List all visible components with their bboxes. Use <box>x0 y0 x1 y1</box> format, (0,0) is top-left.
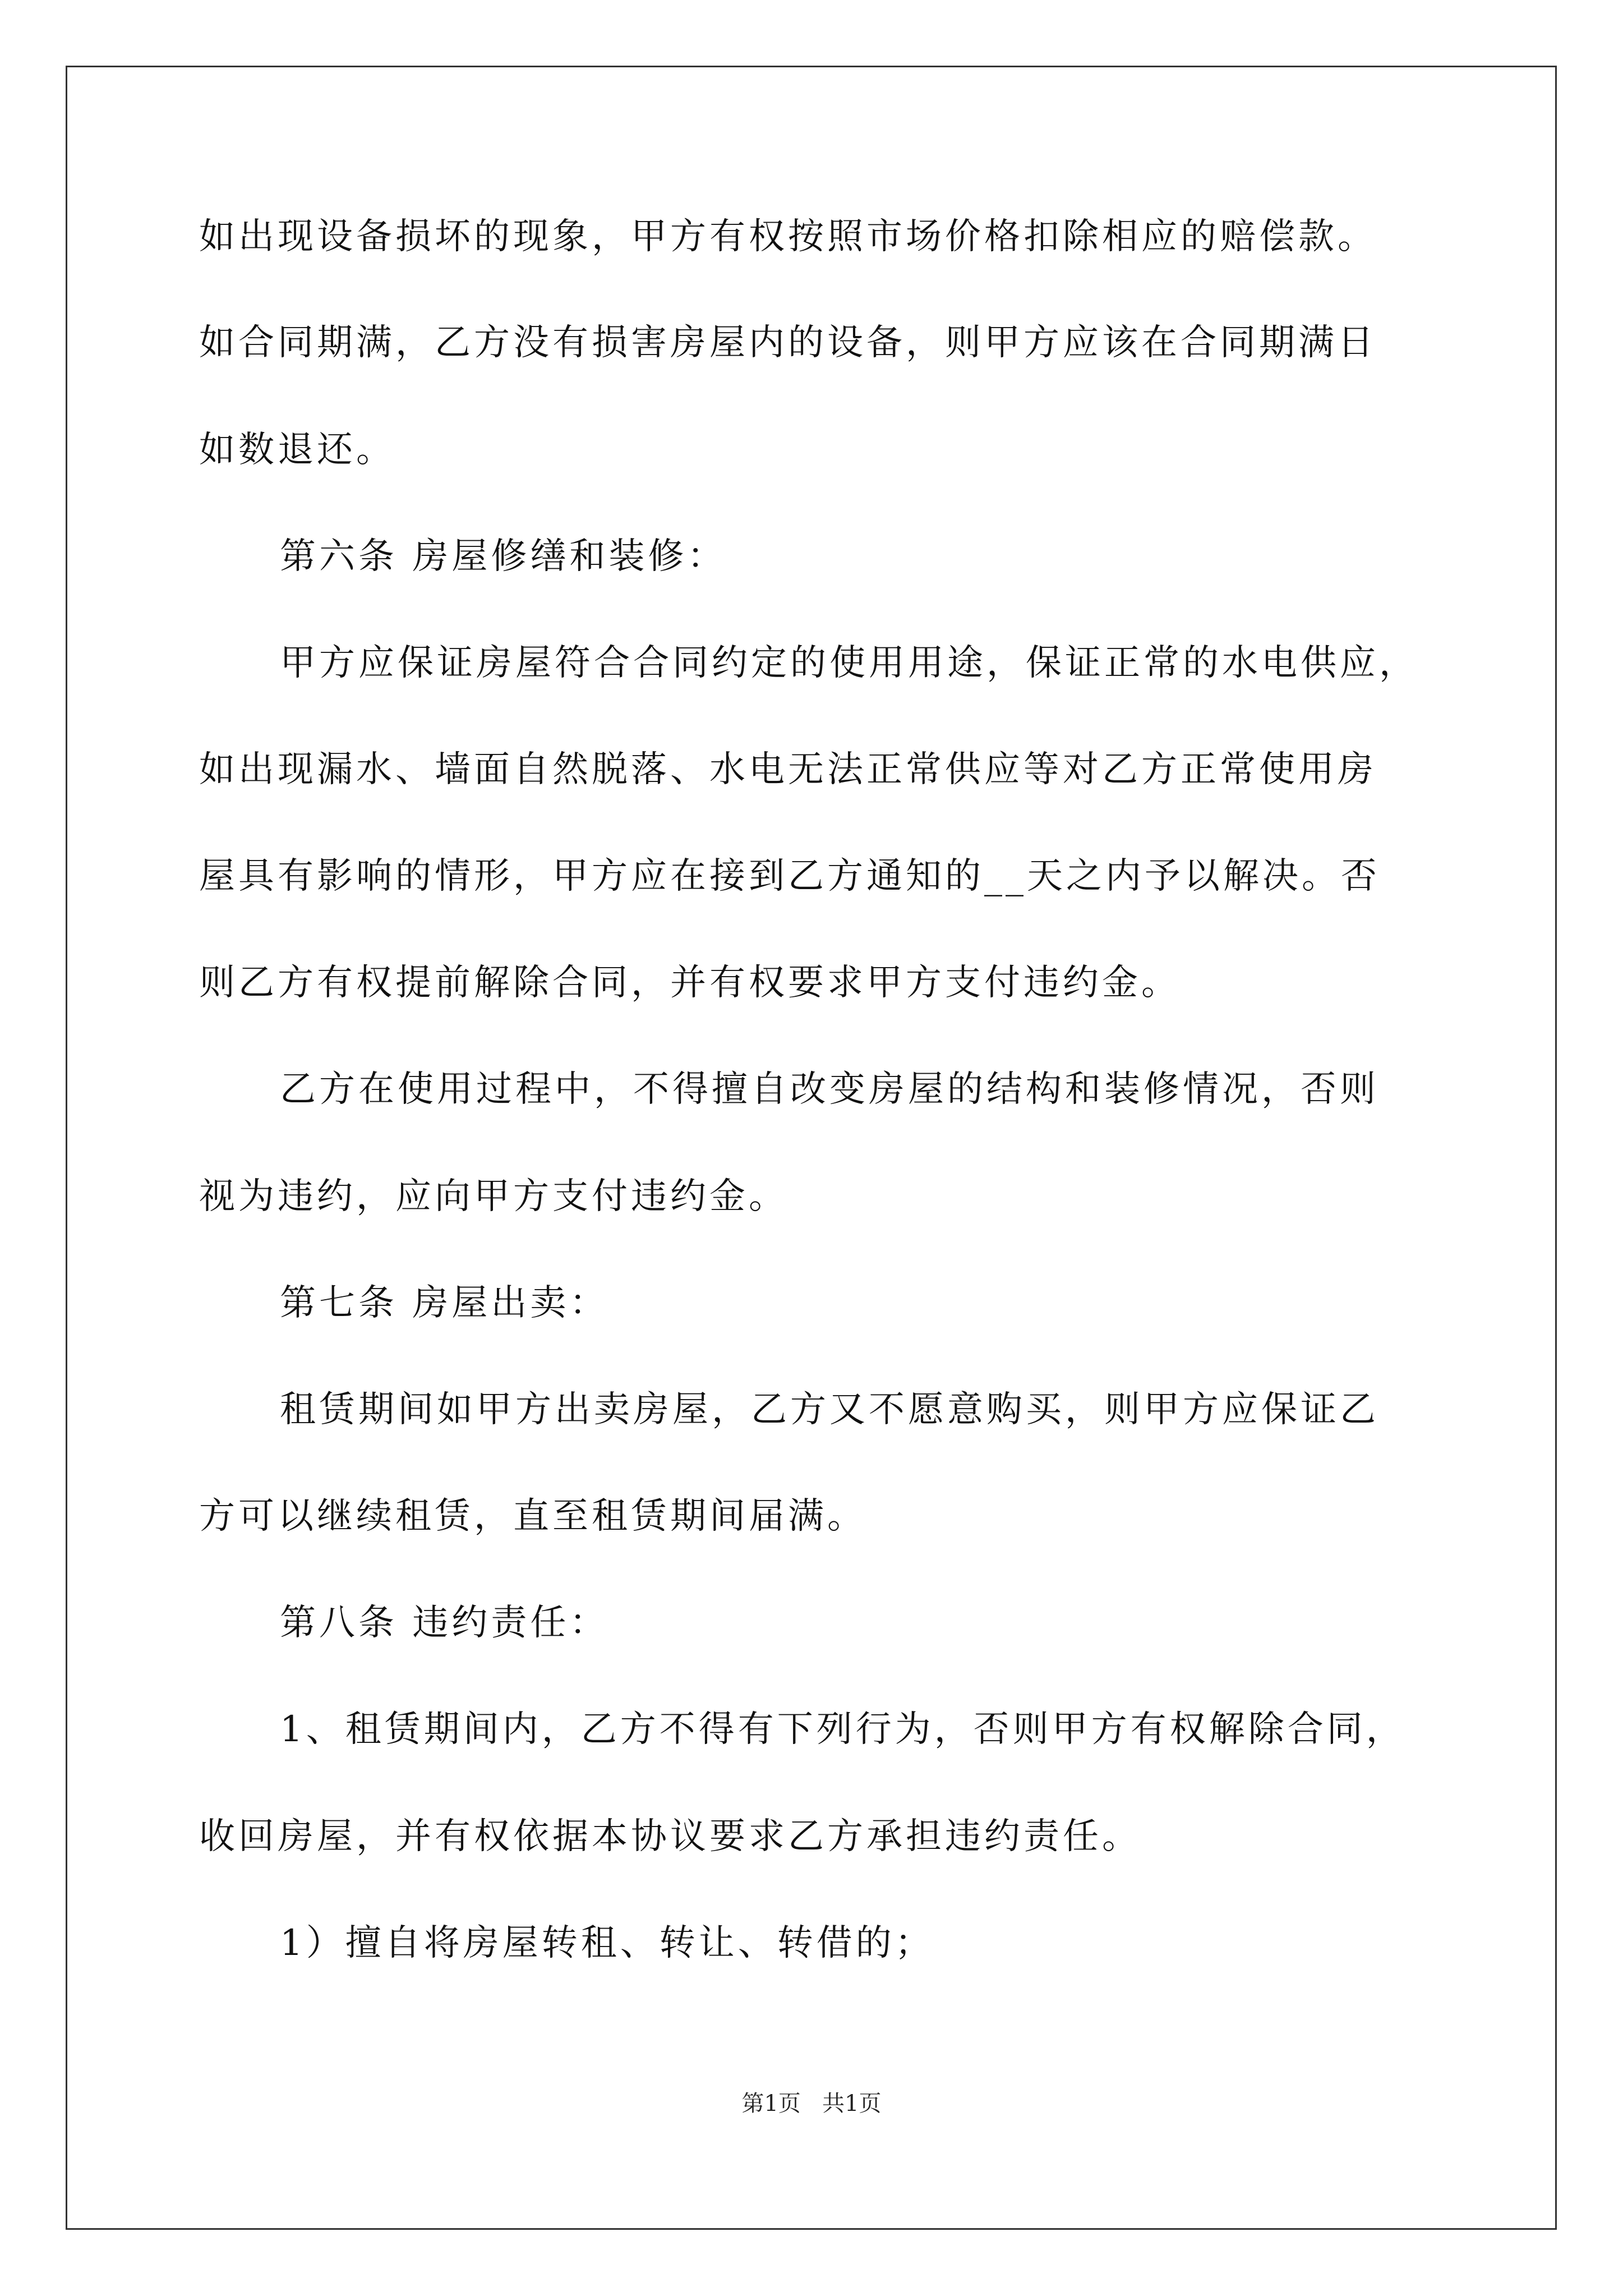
paragraph-start: 租赁期间如甲方出卖房屋，乙方又不愿意购买，则甲方应保证乙 <box>280 1389 1379 1430</box>
paragraph-start: 甲方应保证房屋符合合同约定的使用用途，保证正常的水电供应， <box>280 642 1418 684</box>
page-border <box>66 66 1557 2230</box>
text-line: 视为违约，应向甲方支付违约金。 <box>199 1176 788 1217</box>
section-heading-7: 第七条 房屋出卖： <box>280 1282 609 1324</box>
text-line: 屋具有影响的情形，甲方应在接到乙方通知的__天之内予以解决。否 <box>199 855 1380 897</box>
text-line: 如出现漏水、墙面自然脱落、水电无法正常供应等对乙方正常使用房 <box>199 749 1377 790</box>
text-line: 则乙方有权提前解除合同，并有权要求甲方支付违约金。 <box>199 962 1181 1004</box>
text-line: 如出现设备损坏的现象，甲方有权按照市场价格扣除相应的赔偿款。 <box>199 216 1377 257</box>
text-line: 如合同期满，乙方没有损害房屋内的设备，则甲方应该在合同期满日 <box>199 322 1377 364</box>
list-item: 1）擅自将房屋转租、转让、转借的； <box>280 1922 934 1964</box>
paragraph-start: 乙方在使用过程中，不得擅自改变房屋的结构和装修情况，否则 <box>280 1069 1379 1110</box>
text-line: 方可以继续租赁，直至租赁期间届满。 <box>199 1496 866 1537</box>
section-heading-6: 第六条 房屋修缮和装修： <box>280 536 727 577</box>
text-line: 收回房屋，并有权依据本协议要求乙方承担违约责任。 <box>199 1816 1141 1857</box>
text-line: 如数退还。 <box>199 429 395 471</box>
section-heading-8: 第八条 违约责任： <box>280 1602 609 1644</box>
paragraph-start: 1、租赁期间内，乙方不得有下列行为，否则甲方有权解除合同， <box>280 1709 1405 1750</box>
page-number-footer: 第1页 共1页 <box>741 2091 882 2116</box>
